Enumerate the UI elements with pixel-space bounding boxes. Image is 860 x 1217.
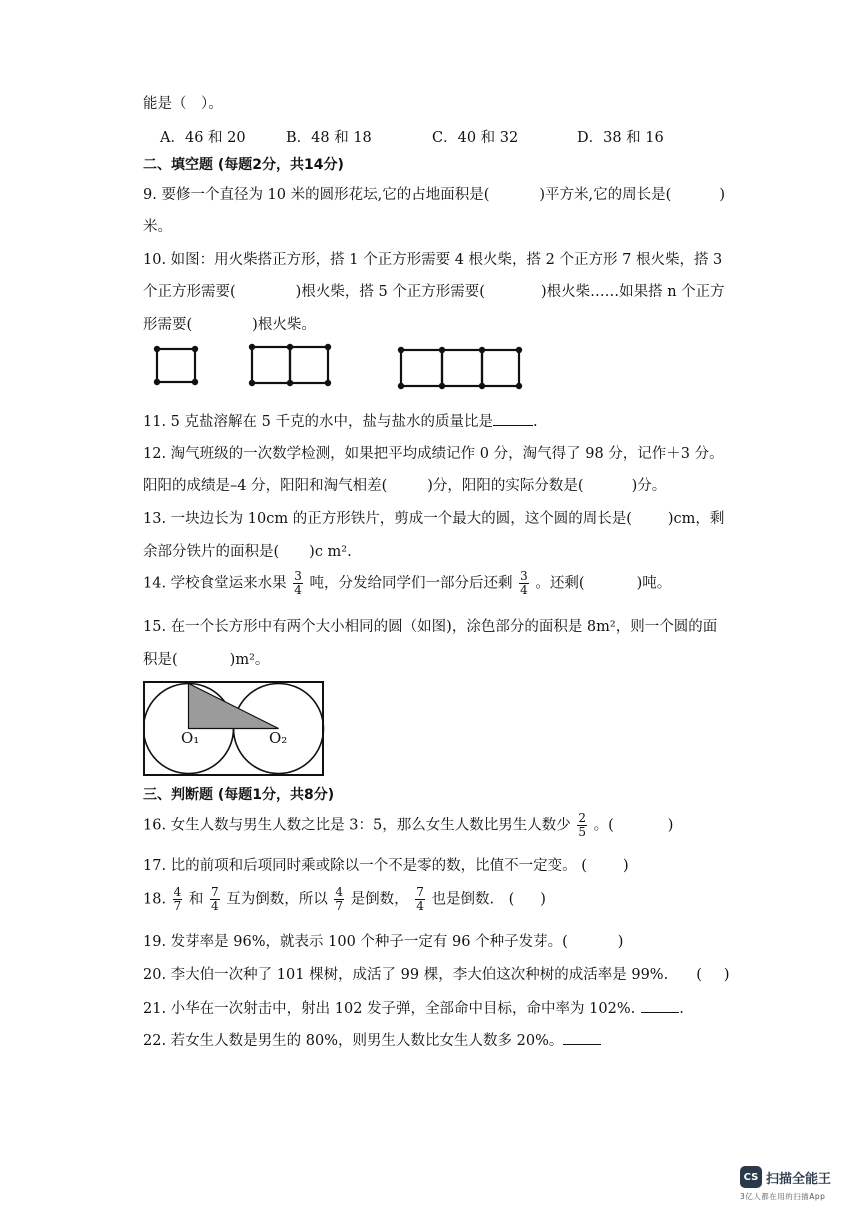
section3-title: 三、判断题 (每题1分，共8分)	[143, 787, 335, 803]
fraction-4-7-b: $\frac{4}{7}$	[335, 885, 344, 913]
fraction-3-4-b: $\frac{3}{4}$	[520, 569, 528, 597]
q9-text-2: )平方米,它的周长是(	[539, 187, 672, 203]
section2-title: 二、填空题 (每题2分，共14分)	[143, 157, 344, 173]
label-o1: O₁	[181, 729, 200, 747]
q8-tail: 能是（ ）。	[143, 96, 223, 112]
q12-line1: 12. 淘气班级的一次数学检测，如果把平均成绩记作 0 分，淘气得了 98 分，记作＋3 分。	[143, 446, 724, 462]
scanner-app-name: 扫描全能王	[766, 1171, 832, 1187]
label-o2: O₂	[269, 729, 288, 747]
question-20: 20. 李大伯一次种了 101 棵树，成活了 99 棵，李大伯这次种树的成活率是 99%. ( )	[143, 967, 730, 983]
fraction-7-4: $\frac{7}{4}$	[211, 885, 219, 913]
q10-line1: 10. 如图：用火柴搭正方形，搭 1 个正方形需要 4 根火柴，搭 2 个正方形 7 根火柴，搭 3	[143, 252, 723, 268]
q12-line2: 阳阳的成绩是–4 分，阳阳和淘气相差( )分，阳阳的实际分数是( )分。	[143, 478, 667, 494]
matchstick-figure	[145, 338, 535, 396]
option-c: C．40 和 32	[432, 130, 519, 146]
scanner-tagline: 3亿人都在用的扫描App	[740, 1192, 826, 1201]
q9-text-3: )	[719, 187, 725, 203]
q10-line3: 形需要( )根火柴。	[143, 317, 316, 333]
q9-text: 9. 要修一个直径为 10 米的圆形花坛,它的占地面积是(	[143, 187, 490, 203]
scanner-watermark	[740, 1166, 831, 1202]
q13-line1: 13. 一块边长为 10cm 的正方形铁片，剪成一个最大的圆，这个圆的周长是( )cm，剩	[143, 511, 725, 527]
question-11: 11. 5 克盐溶解在 5 千克的水中，盐与盐水的质量比是 .	[143, 414, 538, 430]
cs-logo-icon: CS	[740, 1166, 762, 1188]
q15-line2: 积是( )m²。	[143, 652, 270, 668]
fraction-2-5: $\frac{2}{5}$	[578, 811, 586, 839]
question-16: 16. 女生人数与男生人数之比是 3：5，那么女生人数比男生人数少 $\frac{2}{5}$ 。( )	[143, 811, 674, 839]
option-b: B．48 和 18	[286, 130, 372, 146]
question-18: 18. $\frac{4}{7}$ 和 $\frac{7}{4}$ 互为倒数，所以 $\frac{4}{7}$ 是倒数， $\frac{7}{4}$ 也是倒数. ( )	[143, 885, 546, 913]
question-22: 22. 若女生人数是男生的 80%，则男生人数比女生人数多 20%。	[143, 1029, 601, 1050]
q15-line1: 15. 在一个长方形中有两个大小相同的圆（如图)，涂色部分的面积是 8m²，则一个圆的面	[143, 619, 718, 635]
option-a: A．46 和 20	[160, 130, 246, 146]
question-19: 19. 发芽率是 96%，就表示 100 个种子一定有 96 个种子发芽。( )	[143, 934, 624, 950]
question-9-line2: 米。	[143, 219, 172, 235]
question-21: 21. 小华在一次射击中，射出 102 发子弹，全部命中目标，命中率为 102%. .	[143, 1001, 684, 1017]
fraction-3-4: $\frac{3}{4}$	[294, 569, 302, 597]
fraction-7-4-b: $\frac{7}{4}$	[416, 885, 424, 913]
question-9	[143, 183, 725, 204]
fraction-4-7: $\frac{4}{7}$	[173, 885, 182, 913]
two-circles-figure	[143, 681, 325, 777]
q13-line2: 余部分铁片的面积是( )c m².	[143, 544, 352, 560]
q10-line2: 个正方形需要( )根火柴，搭 5 个正方形需要( )根火柴……如果搭 n 个正方	[143, 284, 725, 300]
question-14: 14. 学校食堂运来水果 $\frac{3}{4}$ 吨，分发给同学们一部分后还剩 $\frac{3}{4}$ 。还剩( )吨。	[143, 569, 672, 597]
option-d: D．38 和 16	[577, 130, 664, 146]
question-17: 17. 比的前项和后项同时乘或除以一个不是零的数，比值不一定变。 ( )	[143, 858, 629, 874]
